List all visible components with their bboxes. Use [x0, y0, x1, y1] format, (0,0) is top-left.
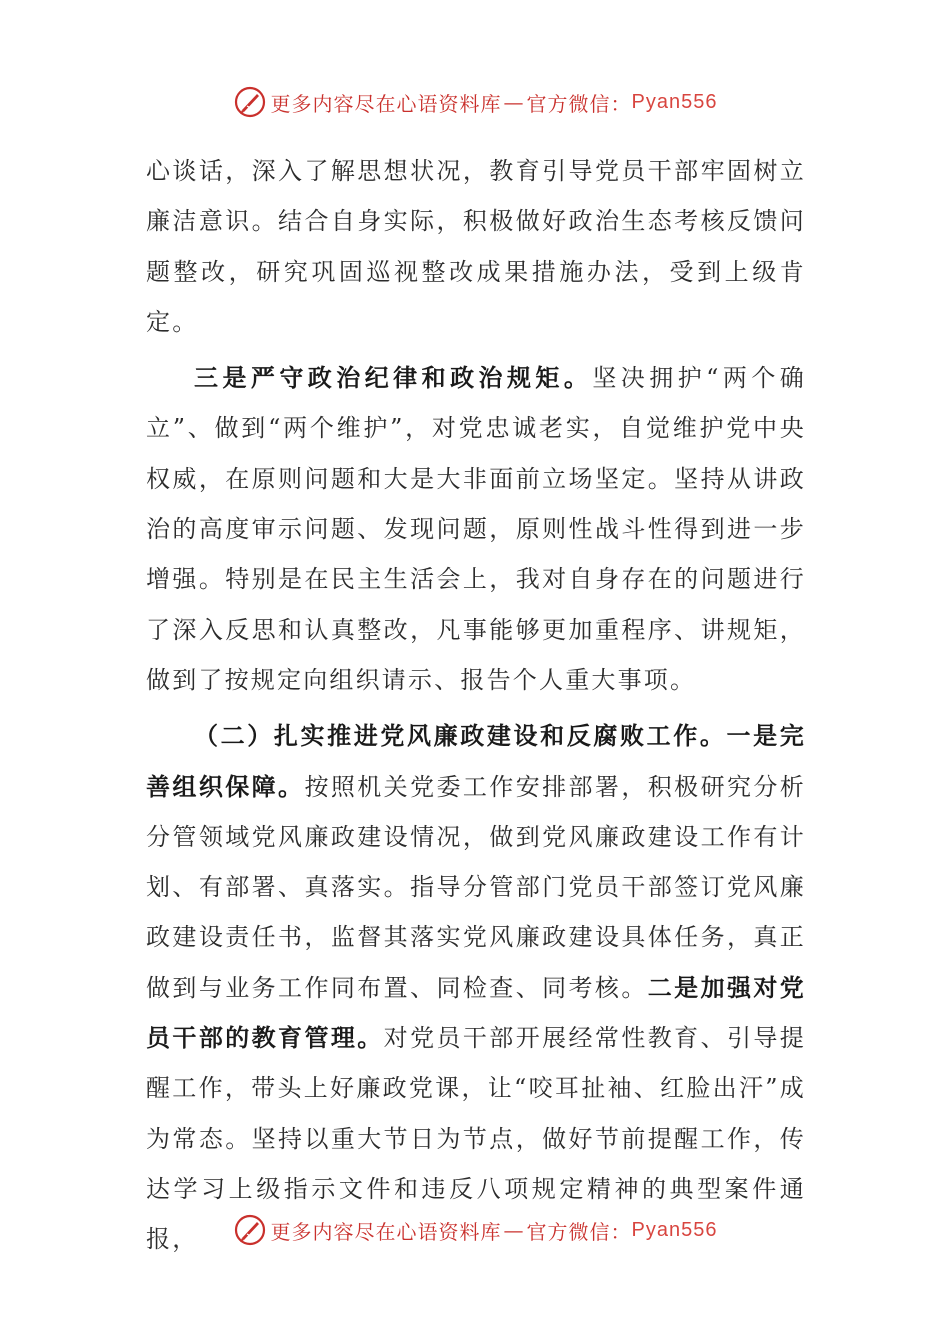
paragraph-2-text: 坚决拥护“两个确立”、做到“两个维护”，对党忠诚老实，自觉维护党中央权威，在原则问题和大是大非面前立场坚定。坚持从讲政治的高度审示问题、发现问题，原则性战斗性得到进一步增强。特别是在民主生活会上，我对自身存在的问题进行了深入反思和认真整改，凡事能够更加重程序、讲规矩，做到了按规定向组织请示、报告个人重大事项。 [146, 364, 806, 694]
paragraph-2 [146, 353, 806, 705]
paragraph-3-text: 按照机关党委工作安排部署，积极研究分析分管领域党风廉政建设情况，做到党风廉政建设工作有计划、有部署、真落实。指导分管部门党员干部签订党风廉政建设责任书，监督其落实党风廉政建设具体任务，真正做到与业务工作同布置、同检查、同考核。 [146, 772, 806, 1002]
footer-wechat-label: 官方微信： [526, 1219, 632, 1244]
quill-logo-icon [233, 85, 267, 119]
paragraph-1 [146, 146, 806, 347]
paragraph-1-text: 心谈话，深入了解思想状况，教育引导党员干部牢固树立廉洁意识。结合自身实际，积极做好政治生态考核反馈问题整改，研究巩固巡视整改成果措施办法，受到上级肯定。 [146, 157, 806, 336]
footer-watermark [0, 1210, 950, 1250]
header-wechat-label: 官方微信： [526, 91, 632, 116]
paragraph-3-heading: （二）扎实推进党风廉政建设和反腐败工作。一是完善组织保障。 [146, 722, 806, 801]
header-separator: — [503, 90, 525, 114]
header-wechat-id: Pyan556 [631, 90, 718, 113]
header-brand: 更多内容尽在心语资料库 [270, 91, 502, 116]
footer-wechat-id: Pyan556 [631, 1218, 718, 1241]
paragraph-3-text-2: 对党员干部开展经常性教育、引导提醒工作，带头上好廉政党课，让“咬耳扯袖、红脸出汗”成为常态。坚持以重大节日为节点，做好节前提醒工作，传达学习上级指示文件和违反八项规定精神的典型案件通报， [146, 1024, 806, 1254]
header-watermark [0, 82, 950, 122]
footer-brand: 更多内容尽在心语资料库 [270, 1219, 502, 1244]
footer-separator: — [503, 1218, 525, 1242]
paragraph-2-heading: 三是严守政治纪律和政治规矩。 [194, 364, 593, 393]
paragraph-3-subheading: 二是加强对党员干部的教育管理。 [146, 973, 806, 1053]
quill-logo-icon [233, 1213, 267, 1247]
paragraph-3 [146, 711, 806, 1264]
document-body [146, 146, 806, 1265]
